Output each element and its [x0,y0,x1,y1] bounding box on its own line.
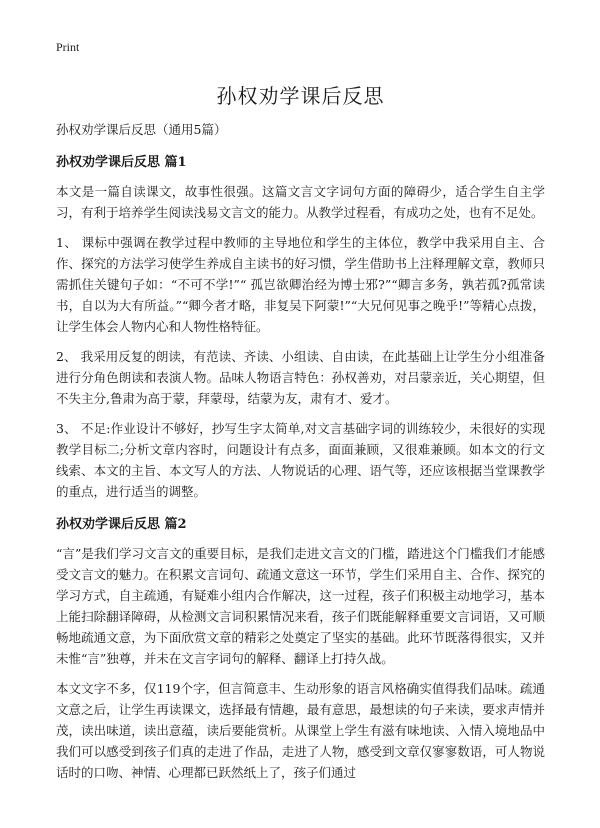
section-1 [56,154,545,502]
paragraph: 本文是一篇自读课文，故事性很强。这篇文言文字词句方面的障碍少，适合学生自主学习，有利于培养学生阅读浅易文言文的能力。从教学过程看，有成功之处，也有不足处。 [56,184,545,220]
print-link[interactable]: Print [56,40,80,54]
section-2 [56,516,545,783]
paragraph: 本文文字不多，仅119个字，但言简意丰、生动形象的语言风格确实值得我们品味。疏通文意之后，让学生再读课文，选择最有情趣，最有意思，最想读的句子来读，要求声情并茂，读出味道，读出意蕴，读后要能赏析。从课堂上学生有滋有味地读、入情入境地品中我们可以感受到孩子们真的走进了作品，走进了人物，感受到文章仅寥寥数语，可人物说话时的口吻、神情、心理都已跃然纸上了，孩子们通过 [56,681,545,780]
paragraph: 2、 我采用反复的朗读，有范读、齐读、小组读、自由读，在此基础上让学生分小组准备进行分角色朗读和表演人物。品味人物语言特色：孙权善劝，对吕蒙亲近，关心期望，但不失主分,鲁肃为高于蒙，拜蒙母，结蒙为友，肃有才、爱才。 [56,349,545,406]
section-heading: 孙权劝学课后反思 篇2 [56,517,187,532]
section-heading: 孙权劝学课后反思 篇1 [56,155,187,170]
paragraph: “言”是我们学习文言文的重要目标，是我们走进文言文的门槛，踏进这个门槛我们才能感受文言文的魅力。在积累文言词句、疏通文意这一环节，学生们采用自主、合作、探究的学习方式，自主疏通，有疑难小组内合作解决，这一过程，孩子们积极主动地学习，基本上能扫除翻译障碍，从检测文言词积累情况来看，孩子们既能解释重要文言词语，又可顺畅地疏通文意，为下面欣赏文章的精彩之处奠定了坚实的基础。此环节既落得很实，又并未惟“言”独尊，并未在文言字词句的解释、翻译上打持久战。 [56,546,545,666]
paragraph: 3、 不足:作业设计不够好，抄写生字太简单,对文言基础字词的训练较少，未很好的实现教学目标二;分析文章内容时，问题设计有点多，面面兼顾，又很难兼顾。如本文的行文线索、本文的主旨、本文写人的方法、人物说话的心理、语气等，还应该根据当堂课教学的重点，进行适当的调整。 [56,421,545,499]
document-subtitle: 孙权劝学课后反思（通用5篇） [56,122,227,137]
document-title: 孙权劝学课后反思 [216,84,385,108]
paragraph: 1、 课标中强调在教学过程中教师的主导地位和学生的主体位，教学中我采用自主、合作、探究的方法学习使学生养成自主读书的好习惯，学生借助书上注释理解文章，教师只需抓住关键句子如：“不可不学!”“ 孤岂欲卿治经为博士邪?”“卿言多务，孰若孤?孤常读书，自以为大有所益。”“卿今者才略，非复吴下阿蒙!”“大兄何见事之晚乎!”等精心点拨，让学生体会人物内心和人物性格特征。 [56,235,545,334]
